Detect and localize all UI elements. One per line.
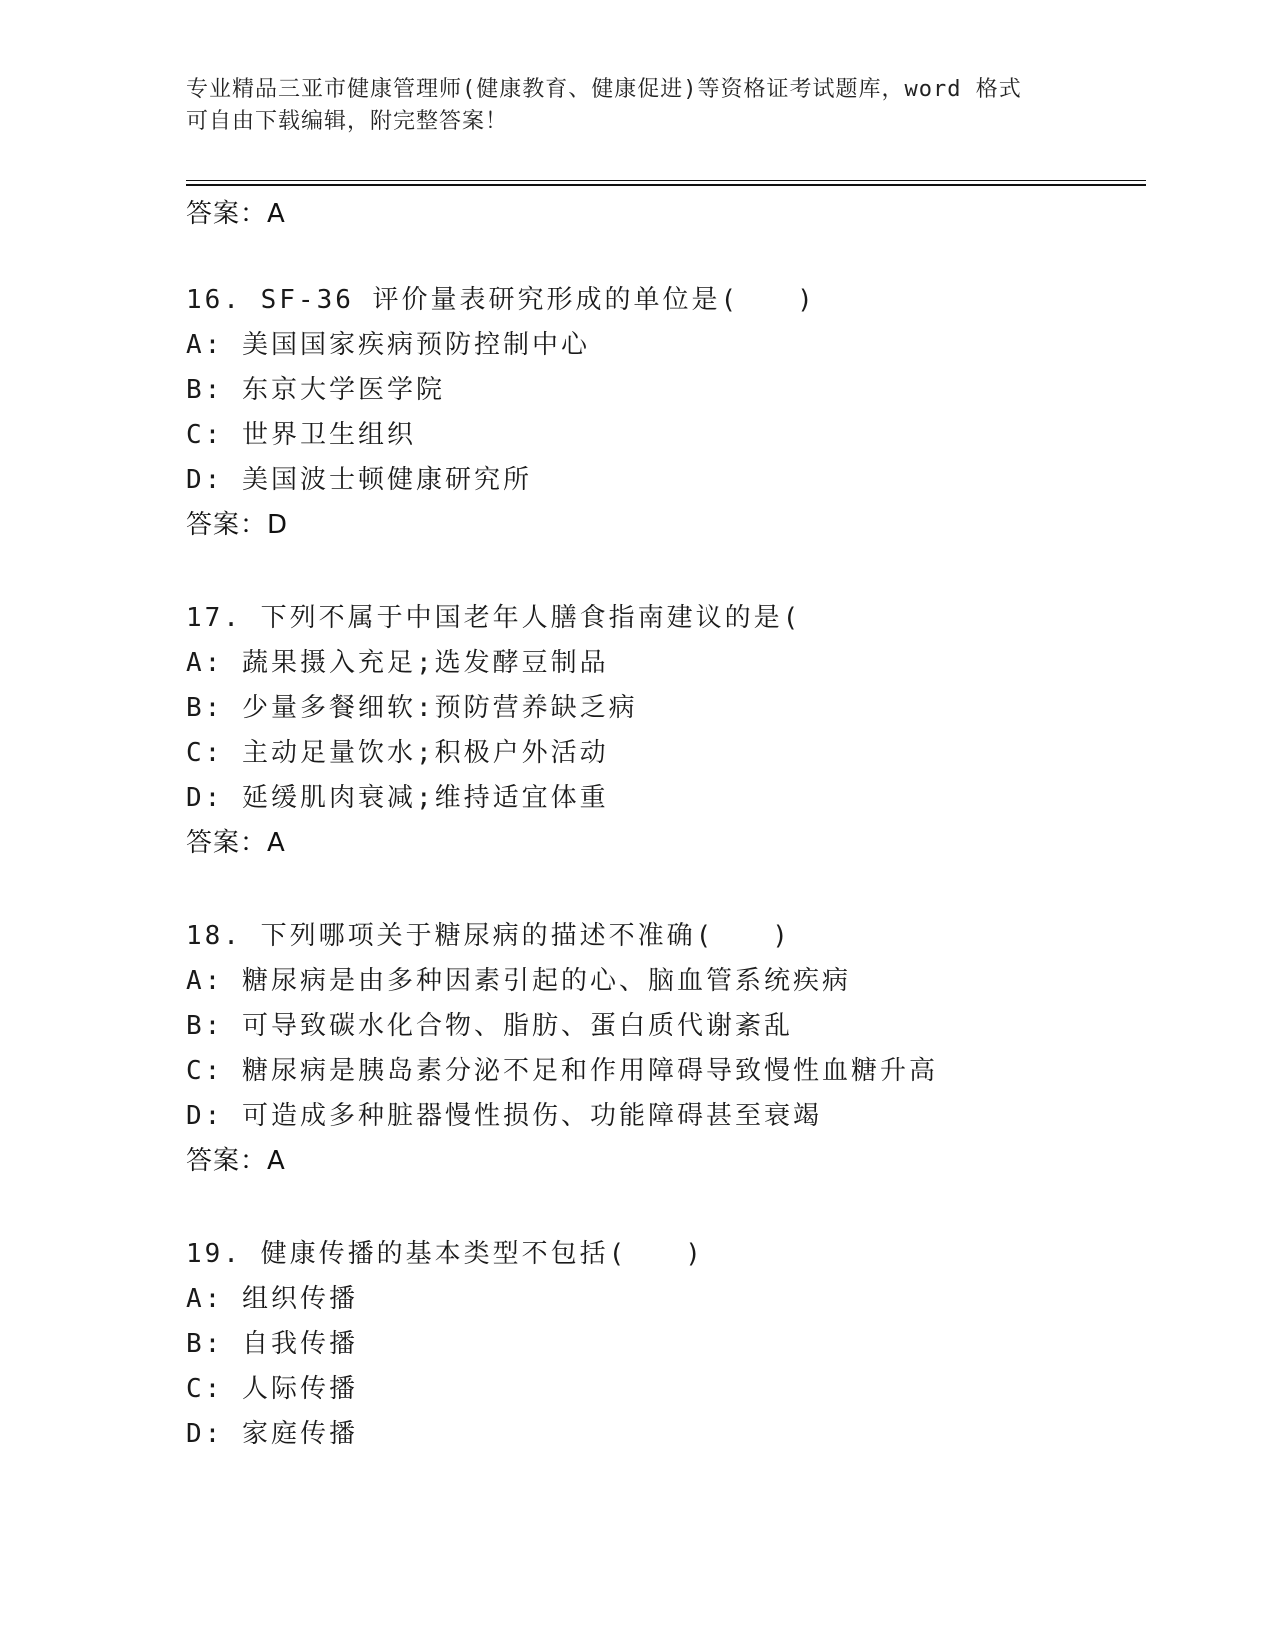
option-b: B: 可导致碳水化合物、脂肪、蛋白质代谢紊乱 — [186, 1011, 793, 1041]
question-text: 16. SF-36 评价量表研究形成的单位是( ) — [186, 285, 816, 315]
option-a: A: 美国国家疾病预防控制中心 — [186, 330, 590, 360]
option-d: D: 可造成多种脏器慢性损伤、功能障碍甚至衰竭 — [186, 1101, 822, 1131]
option-d: D: 美国波士顿健康研究所 — [186, 465, 532, 495]
option-a: A: 糖尿病是由多种因素引起的心、脑血管系统疾病 — [186, 966, 851, 996]
question-17 — [186, 596, 801, 865]
question-text: 18. 下列哪项关于糖尿病的描述不准确( ) — [186, 921, 791, 951]
option-a: A: 蔬果摄入充足;选发酵豆制品 — [186, 648, 609, 678]
option-a: A: 组织传播 — [186, 1284, 358, 1314]
question-text: 19. 健康传播的基本类型不包括( ) — [186, 1239, 704, 1269]
option-b: B: 自我传播 — [186, 1329, 358, 1359]
answer-line: 答案：A — [186, 828, 286, 858]
question-text: 17. 下列不属于中国老年人膳食指南建议的是( — [186, 603, 802, 633]
header-divider-thick — [186, 184, 1146, 186]
option-d: D: 延缓肌肉衰减;维持适宜体重 — [186, 783, 609, 813]
answer-line: 答案：A — [186, 199, 286, 229]
header-line-2: 可自由下载编辑，附完整答案！ — [186, 109, 509, 134]
option-b: B: 少量多餐细软:预防营养缺乏病 — [186, 693, 638, 723]
answer-line: 答案：A — [186, 1146, 286, 1176]
option-b: B: 东京大学医学院 — [186, 375, 445, 405]
header-line-1: 专业精品三亚市健康管理师(健康教育、健康促进)等资格证考试题库，word 格式 — [186, 77, 1022, 102]
question-16 — [186, 278, 816, 547]
question-19 — [186, 1232, 704, 1457]
previous-answer-block — [186, 192, 286, 236]
answer-line: 答案：D — [186, 510, 289, 540]
header-divider — [186, 180, 1146, 181]
option-c: C: 主动足量饮水;积极户外活动 — [186, 738, 609, 768]
option-c: C: 人际传播 — [186, 1374, 358, 1404]
document-header — [186, 74, 1086, 138]
option-d: D: 家庭传播 — [186, 1419, 358, 1449]
question-18 — [186, 914, 938, 1183]
option-c: C: 糖尿病是胰岛素分泌不足和作用障碍导致慢性血糖升高 — [186, 1056, 938, 1086]
option-c: C: 世界卫生组织 — [186, 420, 416, 450]
